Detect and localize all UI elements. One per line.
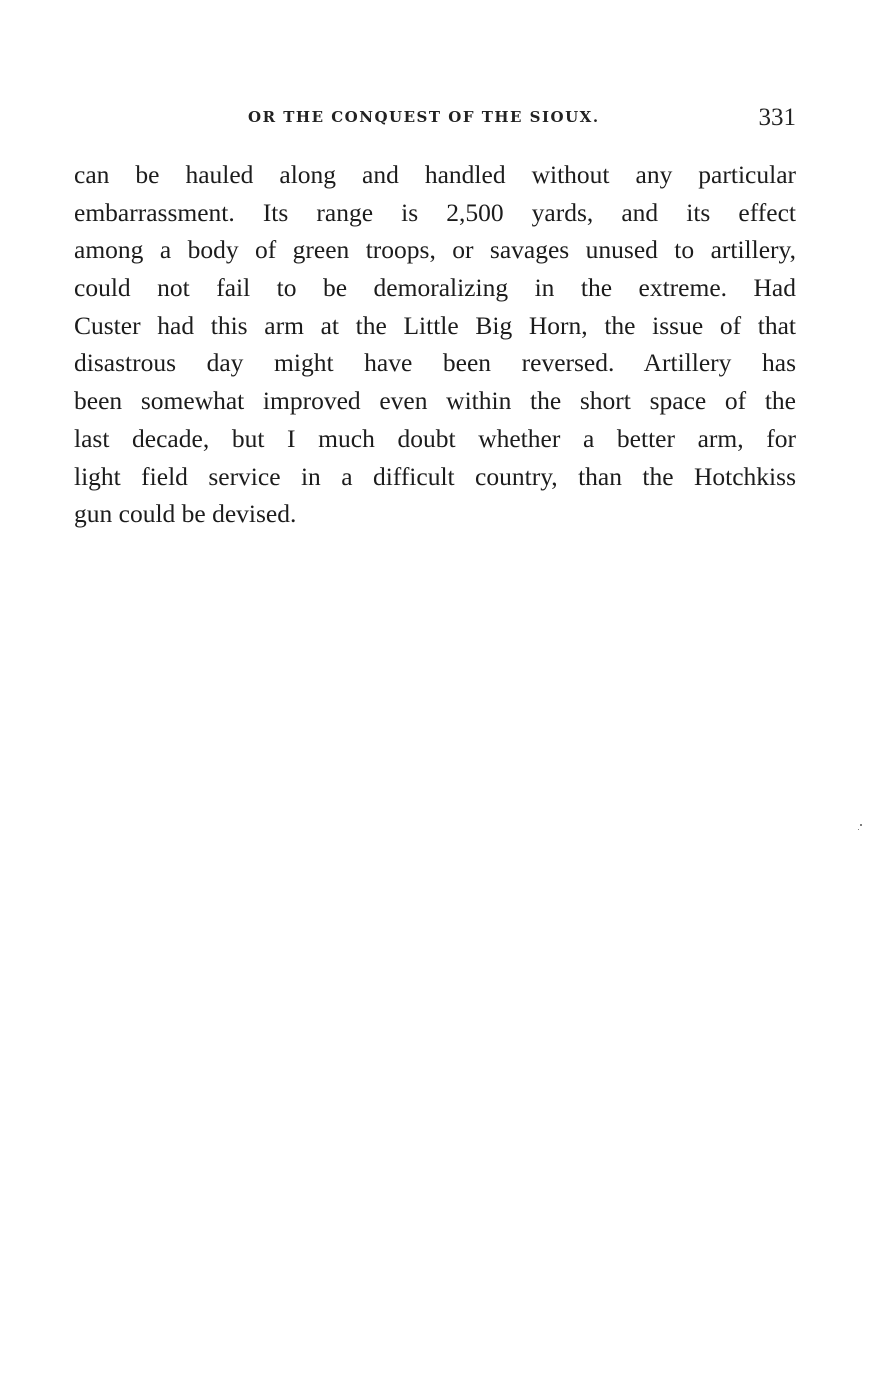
paper-speck bbox=[858, 829, 859, 830]
text-line: could not fail to be demoralizing in the extreme. Had bbox=[74, 273, 796, 303]
paper-speck bbox=[860, 824, 862, 826]
page-number: 331 bbox=[758, 104, 796, 131]
text-line: been somewhat improved even within the short space of the bbox=[74, 386, 796, 416]
text-line: among a body of green troops, or savages unused to artillery, bbox=[74, 235, 796, 265]
running-title: OR THE CONQUEST OF THE SIOUX. bbox=[248, 108, 600, 126]
running-head bbox=[74, 104, 796, 134]
text-line: Custer had this arm at the Little Big Horn, the issue of that bbox=[74, 310, 796, 340]
text-line: can be hauled along and handled without any particular bbox=[74, 160, 796, 189]
body-paragraph bbox=[74, 156, 796, 533]
text-line: light field service in a difficult country, than the Hotchkiss bbox=[74, 461, 796, 491]
text-line: gun could be devised. bbox=[74, 499, 297, 529]
text-line: last decade, but I much doubt whether a better arm, for bbox=[74, 423, 796, 453]
text-line: disastrous day might have been reversed. Artillery has bbox=[74, 348, 796, 378]
text-line: embarrassment. Its range is 2,500 yards, and its effect bbox=[74, 197, 796, 227]
